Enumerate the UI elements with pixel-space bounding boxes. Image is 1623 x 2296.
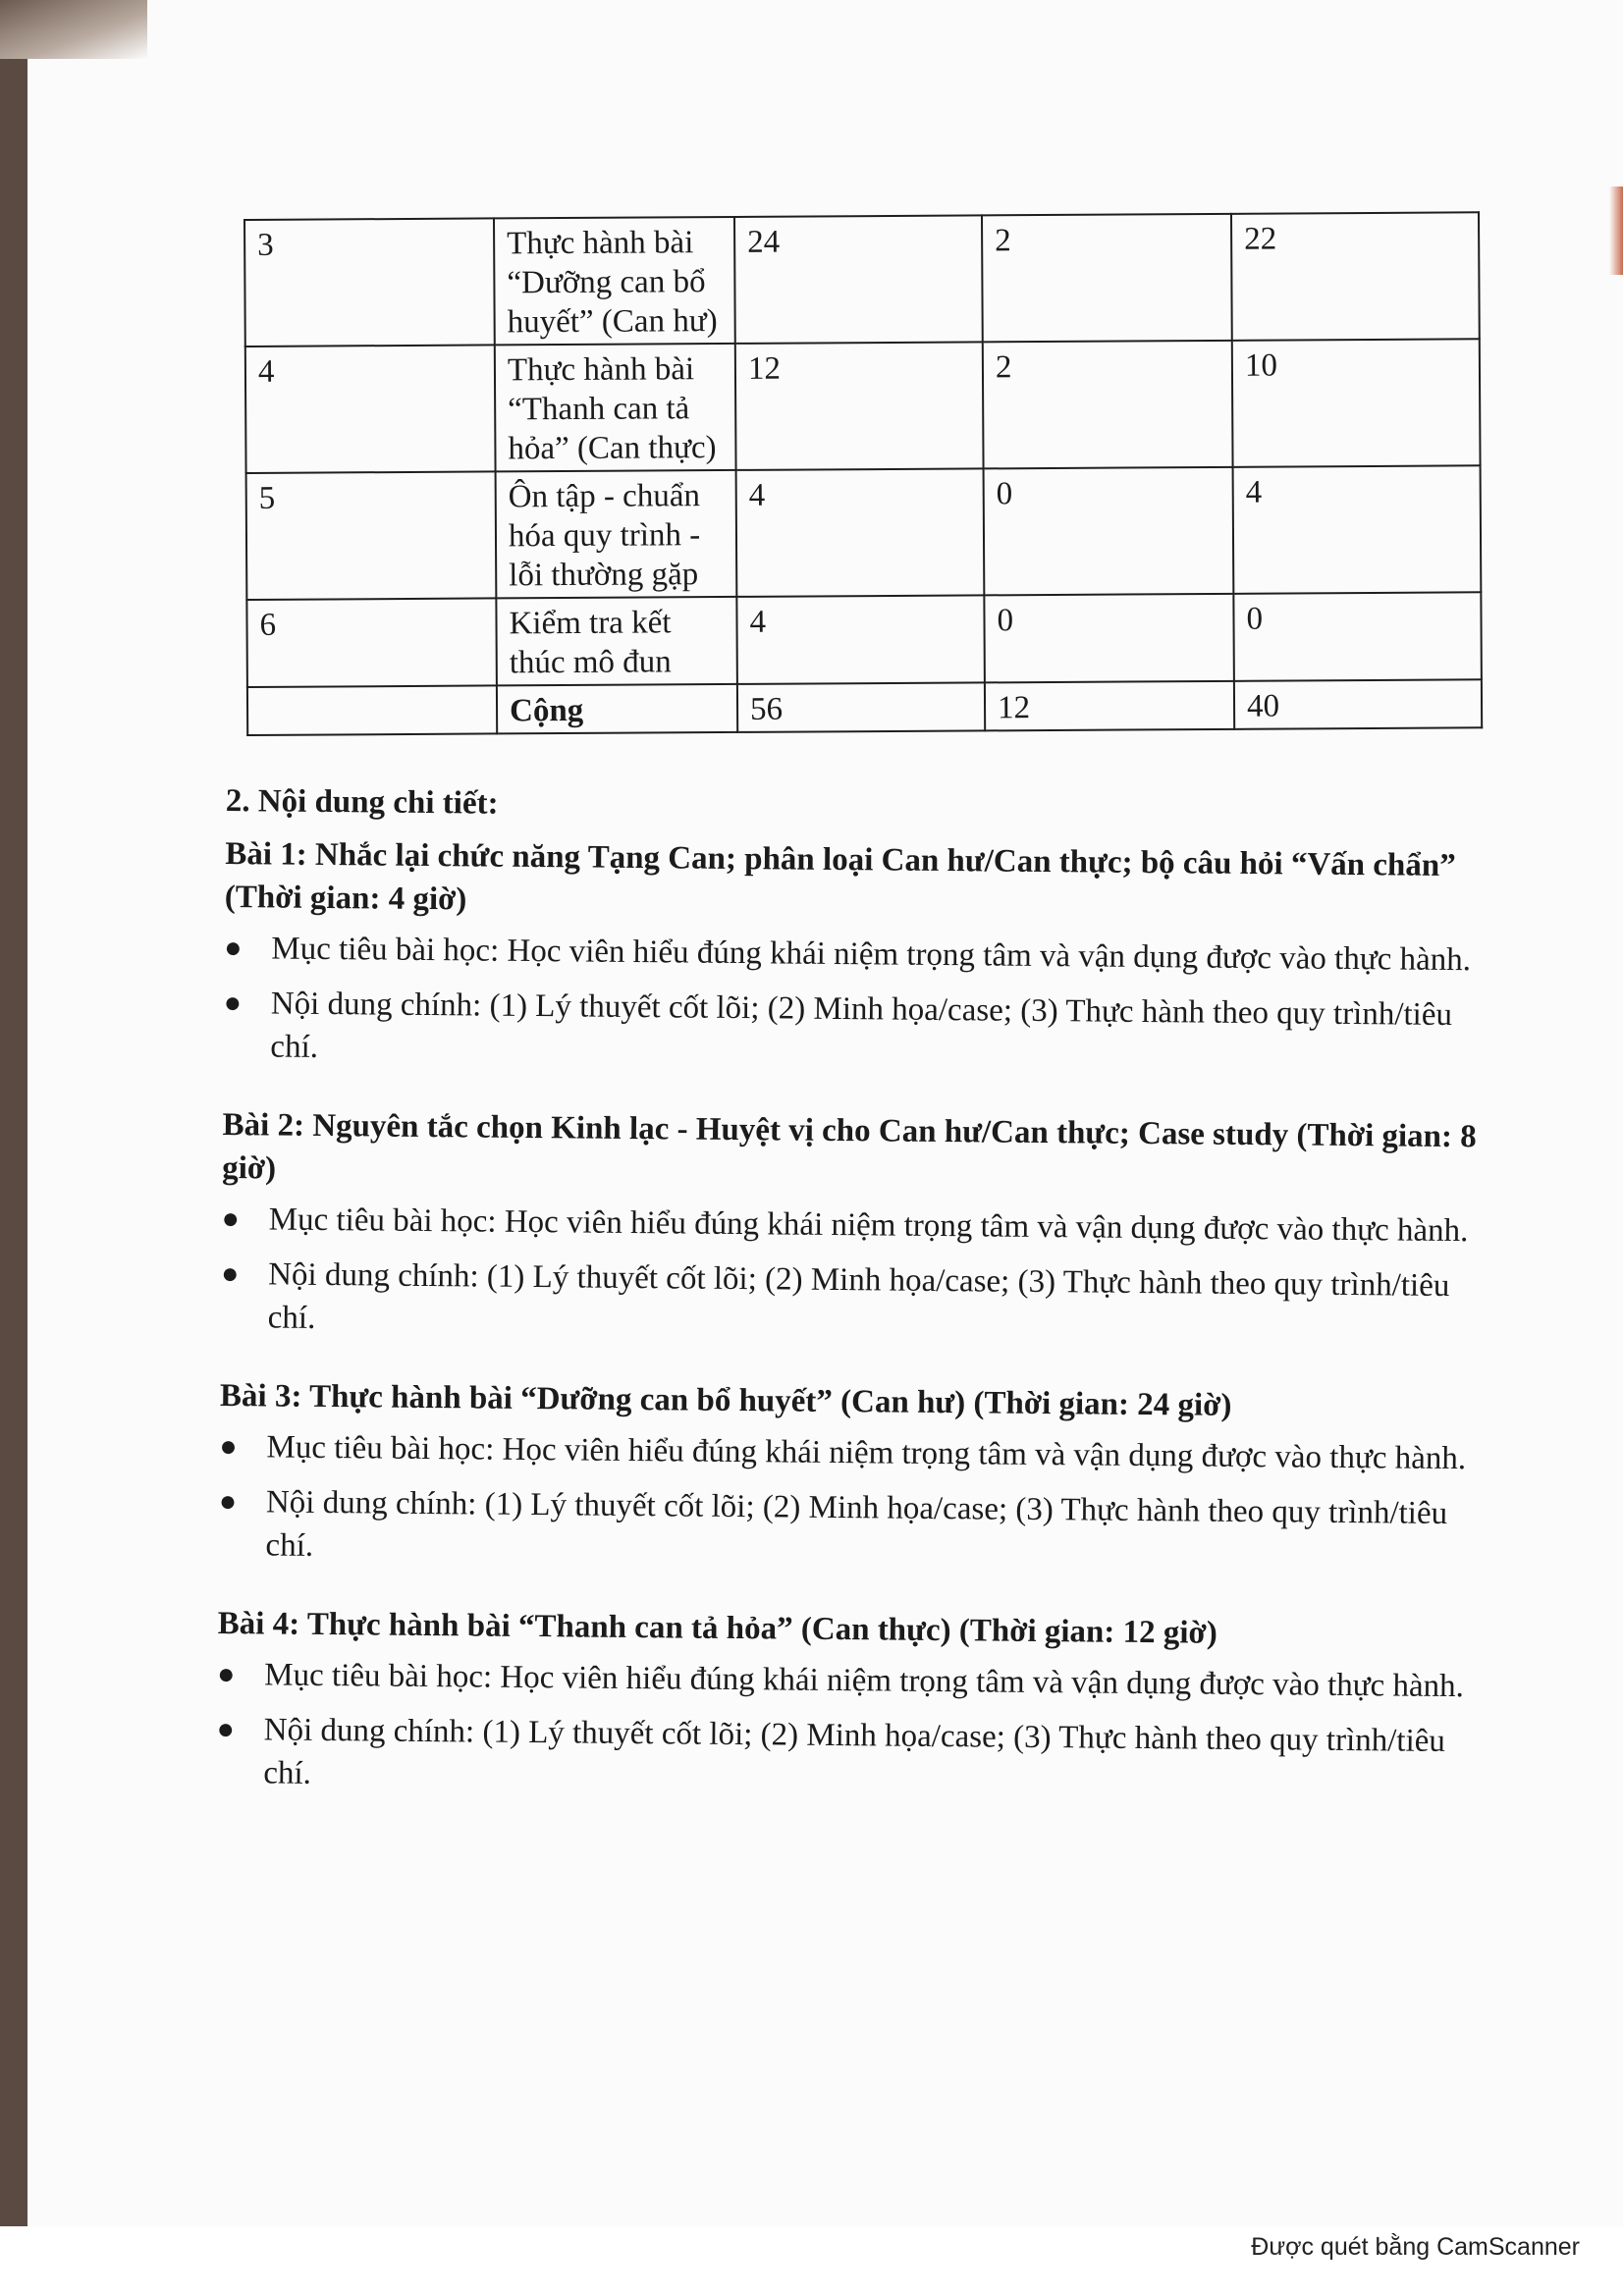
table-cell-total: 4	[736, 468, 985, 597]
table-cell-practice: 22	[1231, 212, 1480, 341]
table-cell-theory: 2	[983, 341, 1233, 469]
table-cell-practice: 4	[1233, 465, 1482, 594]
lesson-content: Nội dung chính: (1) Lý thuyết cốt lõi; (2) Minh họa/case; (3) Thực hành theo quy trình/tiêu chí.	[265, 1484, 1448, 1564]
table-cell-lesson: Kiểm tra kết thúc mô đun	[496, 597, 737, 685]
paper-edge-shadow	[0, 0, 147, 59]
list-item	[223, 982, 1500, 1080]
lesson-objective: Mục tiêu bài học: Học viên hiểu đúng khái niệm trọng tâm và vận dụng được vào thực hành.	[268, 1201, 1469, 1250]
table-total-hours: 56	[737, 682, 985, 732]
table-cell-practice: 10	[1232, 339, 1481, 467]
scanner-watermark: Được quét bằng CamScanner	[1251, 2233, 1580, 2261]
table-cell-practice: 0	[1233, 592, 1482, 681]
table-row	[244, 212, 1480, 347]
list-item	[217, 1653, 1493, 1708]
table-cell-no: 3	[244, 218, 495, 347]
bullet-icon: ●	[221, 1201, 241, 1236]
bullet-icon: ●	[219, 1429, 238, 1464]
table-cell-total: 24	[734, 215, 983, 344]
lesson-content: Nội dung chính: (1) Lý thuyết cốt lõi; (2) Minh họa/case; (3) Thực hành theo quy trình/tiêu chí.	[270, 986, 1453, 1065]
lesson-bullets	[216, 1653, 1493, 1806]
table-cell-lesson: Thực hành bài “Dưỡng can bổ huyết” (Can hư)	[494, 217, 735, 345]
table-cell-no: 6	[246, 598, 497, 687]
table-cell-no: 4	[245, 345, 496, 473]
table-cell-lesson: Thực hành bài “Thanh can tả hỏa” (Can thực)	[495, 344, 736, 471]
list-item	[219, 1425, 1495, 1480]
list-item	[222, 1198, 1498, 1253]
table-cell-total: 12	[735, 342, 984, 470]
lesson-objective: Mục tiêu bài học: Học viên hiểu đúng khái niệm trọng tâm và vận dụng được vào thực hành.	[264, 1657, 1465, 1705]
table-cell-no: 5	[246, 471, 497, 600]
bullet-icon: ●	[218, 1484, 238, 1519]
list-item	[216, 1708, 1493, 1806]
table-total-label: Cộng	[497, 684, 737, 733]
lesson-1	[223, 832, 1501, 1080]
lesson-bullets	[223, 927, 1500, 1080]
list-item	[221, 1253, 1498, 1351]
lesson-title: Bài 2: Nguyên tắc chọn Kinh lạc - Huyệt vị cho Can hư/Can thực; Case study (Thời gian: 8 giờ)	[222, 1106, 1477, 1187]
table-cell-theory: 0	[984, 594, 1234, 683]
module-hours-table	[243, 211, 1483, 736]
section-title: 2. Nội dung chi tiết:	[225, 782, 499, 822]
list-item	[218, 1480, 1495, 1578]
bullet-icon: ●	[223, 986, 243, 1020]
table-row	[246, 465, 1482, 600]
lesson-content: Nội dung chính: (1) Lý thuyết cốt lõi; (2) Minh họa/case; (3) Thực hành theo quy trình/tiêu chí.	[263, 1712, 1446, 1791]
table-cell-empty	[247, 685, 497, 735]
bullet-icon: ●	[224, 931, 243, 965]
lesson-objective: Mục tiêu bài học: Học viên hiểu đúng khái niệm trọng tâm và vận dụng được vào thực hành.	[271, 931, 1472, 979]
background-edge	[1609, 187, 1623, 275]
lesson-title: Bài 4: Thực hành bài “Thanh can tả hỏa” (Can thực) (Thời gian: 12 giờ)	[217, 1605, 1217, 1651]
lesson-2	[221, 1103, 1499, 1351]
lesson-title: Bài 1: Nhắc lại chức năng Tạng Can; phân loại Can hư/Can thực; bộ câu hỏi “Vấn chẩn” (Thời gian: 4 giờ)	[224, 835, 1456, 918]
lesson-title: Bài 3: Thực hành bài “Dưỡng can bổ huyết” (Can hư) (Thời gian: 24 giờ)	[219, 1377, 1232, 1423]
bullet-icon: ●	[217, 1657, 236, 1691]
lesson-bullets	[221, 1198, 1498, 1351]
table-cell-theory: 2	[982, 214, 1232, 343]
table-cell-total: 4	[736, 595, 985, 684]
lesson-bullets	[218, 1425, 1495, 1578]
table-total-row	[247, 679, 1482, 735]
table-row	[246, 592, 1482, 687]
table-total-theory: 12	[985, 681, 1234, 731]
lesson-content: Nội dung chính: (1) Lý thuyết cốt lõi; (2) Minh họa/case; (3) Thực hành theo quy trình/tiêu chí.	[267, 1256, 1450, 1336]
lesson-objective: Mục tiêu bài học: Học viên hiểu đúng khái niệm trọng tâm và vận dụng được vào thực hành.	[266, 1429, 1467, 1477]
lesson-3	[218, 1374, 1496, 1578]
bullet-icon: ●	[221, 1256, 240, 1291]
table-row	[245, 339, 1481, 473]
table-total-practice: 40	[1234, 679, 1482, 729]
table-cell-theory: 0	[984, 467, 1234, 596]
bullet-icon: ●	[216, 1712, 236, 1746]
lesson-4	[216, 1602, 1494, 1806]
detailed-content	[216, 781, 1502, 1842]
table-cell-lesson: Ôn tập - chuẩn hóa quy trình - lỗi thường gặp	[496, 470, 737, 598]
list-item	[224, 927, 1500, 982]
